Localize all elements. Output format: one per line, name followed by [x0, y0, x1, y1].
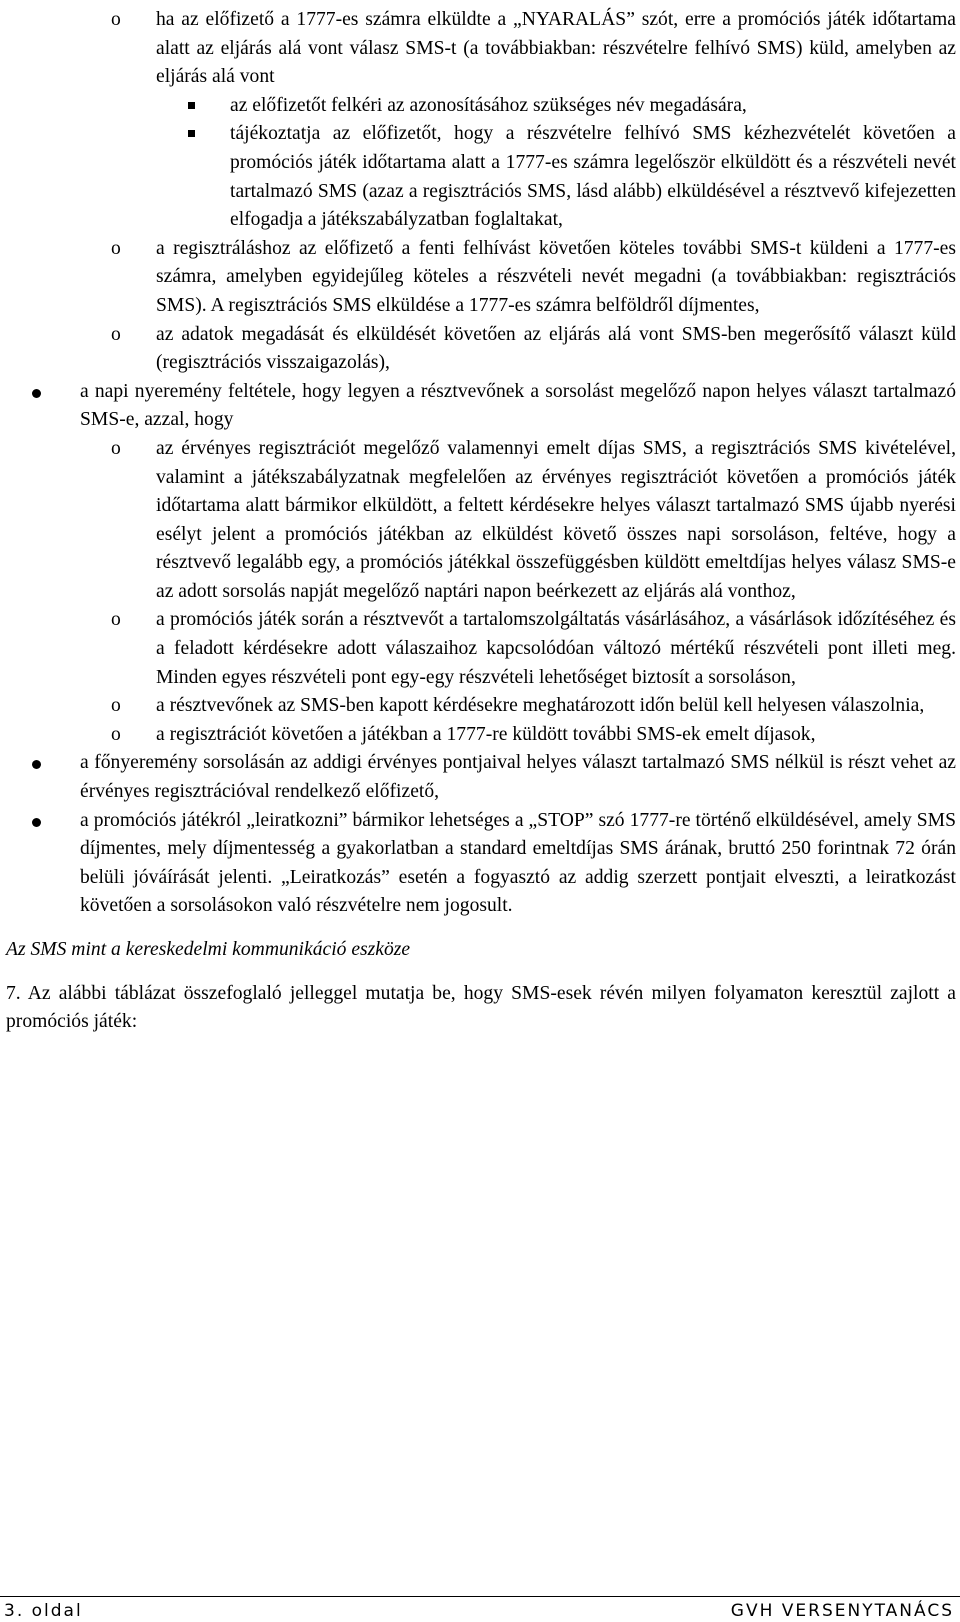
- list-item: [6, 807, 956, 921]
- list-item: [6, 120, 956, 234]
- circle-bullet: o: [111, 323, 121, 345]
- list-item: [6, 435, 956, 607]
- list-item: [6, 692, 956, 721]
- list-item-text: az érvényes regisztrációt megelőző valamennyi emelt díjas SMS, a regisztrációs SMS kivételével, valamint a játékszabályzatnak megfelelően az érvényes regisztrációt követően a promóciós játék időtartama alatt bármikor elküldött, a feltett kérdésekre helyes választ tartalmazó SMS újabb nyerési esélyt jelent a promóciós játékban az elküldést követő összes napi sorsoláson, feltéve, hogy a résztvevő legalább egy, a promóciós játékkal összefüggésben küldött emeltdíjas helyes válasz SMS-e az adott sorsolás napját megelőző naptári napon beérkezett az eljárás alá vonthoz,: [156, 437, 956, 602]
- list-item-text: a promóciós játékról „leiratkozni” bármikor lehetséges a „STOP” szó 1777-re történő elküldésével, amely SMS díjmentes, mely díjmentesség a gyakorlatban a standard emeltdíjas SMS árának, bruttó 250 forintnak 72 órán belüli jóváírását jelenti. „Leiratkozás” esetén a fogyasztó az addig szerzett pontjait elveszti, a leiratkozást követően a sorsolásokon való részvételre nem jogosult.: [80, 809, 956, 917]
- section-heading: Az SMS mint a kereskedelmi kommunikáció eszköze: [6, 939, 411, 960]
- circle-bullet: o: [111, 723, 121, 745]
- circle-bullet: o: [111, 609, 121, 631]
- list-item-text: ha az előfizető a 1777-es számra elküldte a „NYARALÁS” szót, erre a promóciós játék időtartama alatt az eljárás alá vont válasz SMS-t (a továbbiakban: részvételre felhívó SMS) küld, amelyben az eljárás alá vont: [156, 9, 956, 88]
- square-bullet-icon: [188, 130, 195, 137]
- circle-bullet: o: [111, 695, 121, 717]
- square-bullet-icon: [188, 102, 195, 109]
- dot-bullet-icon: [32, 818, 41, 827]
- list-item-text: az adatok megadását és elküldését követően az eljárás alá vont SMS-ben megerősítő választ küld (regisztrációs visszaigazolás),: [156, 323, 956, 374]
- list-item-text: a résztvevőnek az SMS-ben kapott kérdésekre meghatározott időn belül kell helyesen válaszolnia,: [156, 695, 925, 717]
- list-item: [6, 749, 956, 806]
- list-item: [6, 721, 956, 750]
- circle-bullet: o: [111, 237, 121, 259]
- page-footer: [0, 1596, 960, 1622]
- page-number: 3. oldal: [4, 1601, 83, 1621]
- list-item-text: tájékoztatja az előfizetőt, hogy a részvételre felhívó SMS kézhezvételét követően a promóciós játék időtartama alatt a 1777-es számra legelőször elküldött és a részvételi nevét tartalmazó SMS (azaz a regisztrációs SMS, lásd alább) elküldésével a résztvevő kifejezetten elfogadja a játékszabályzatban foglaltakat,: [230, 123, 956, 231]
- dot-bullet-icon: [32, 760, 41, 769]
- circle-bullet: o: [111, 437, 121, 459]
- list-item: [6, 606, 956, 692]
- list-item: [6, 321, 956, 378]
- list-item-text: a promóciós játék során a résztvevőt a tartalomszolgáltatás vásárlásához, a vásárlások időzítéséhez és a feladott kérdésekre adott válaszaihoz kapcsolódóan változó mértékű részvételi pont illeti meg. Minden egyes részvételi pont egy-egy részvételi lehetőséget biztosít a sorsoláson,: [156, 609, 956, 688]
- list-item-text: a napi nyeremény feltétele, hogy legyen a résztvevőnek a sorsolást megelőző napon helyes választ tartalmazó SMS-e, azzal, hogy: [80, 380, 956, 431]
- list-item: [6, 235, 956, 321]
- footer-organization: GVH VERSENYTANÁCS: [730, 1601, 954, 1621]
- list-item-text: az előfizetőt felkéri az azonosításához szükséges név megadására,: [230, 94, 747, 116]
- list-item-text: a főnyeremény sorsolásán az addigi érvényes pontjaival helyes választ tartalmazó SMS nélkül is részt vehet az érvényes regisztrációval rendelkező előfizető,: [80, 752, 956, 803]
- list-item: [6, 92, 956, 121]
- paragraph: 7. Az alábbi táblázat összefoglaló jelleggel mutatja be, hogy SMS-esek révén milyen folyamaton keresztül zajlott a promóciós játék:: [6, 982, 956, 1033]
- list-item-text: a regisztrációt követően a játékban a 1777-re küldött további SMS-ek emelt díjasok,: [156, 723, 816, 745]
- document-body: [6, 6, 956, 1037]
- list-item: [6, 378, 956, 435]
- footer-divider: [0, 1596, 960, 1597]
- dot-bullet-icon: [32, 389, 41, 398]
- list-item-text: a regisztráláshoz az előfizető a fenti felhívást követően köteles további SMS-t küldeni a 1777-es számra, amelyben egyidejűleg köteles a részvételi nevét megadni (a továbbiakban: regisztrációs SMS). A regisztrációs SMS elküldése a 1777-es számra belföldről díjmentes,: [156, 237, 956, 316]
- circle-bullet: o: [111, 9, 121, 30]
- list-item: [6, 6, 956, 92]
